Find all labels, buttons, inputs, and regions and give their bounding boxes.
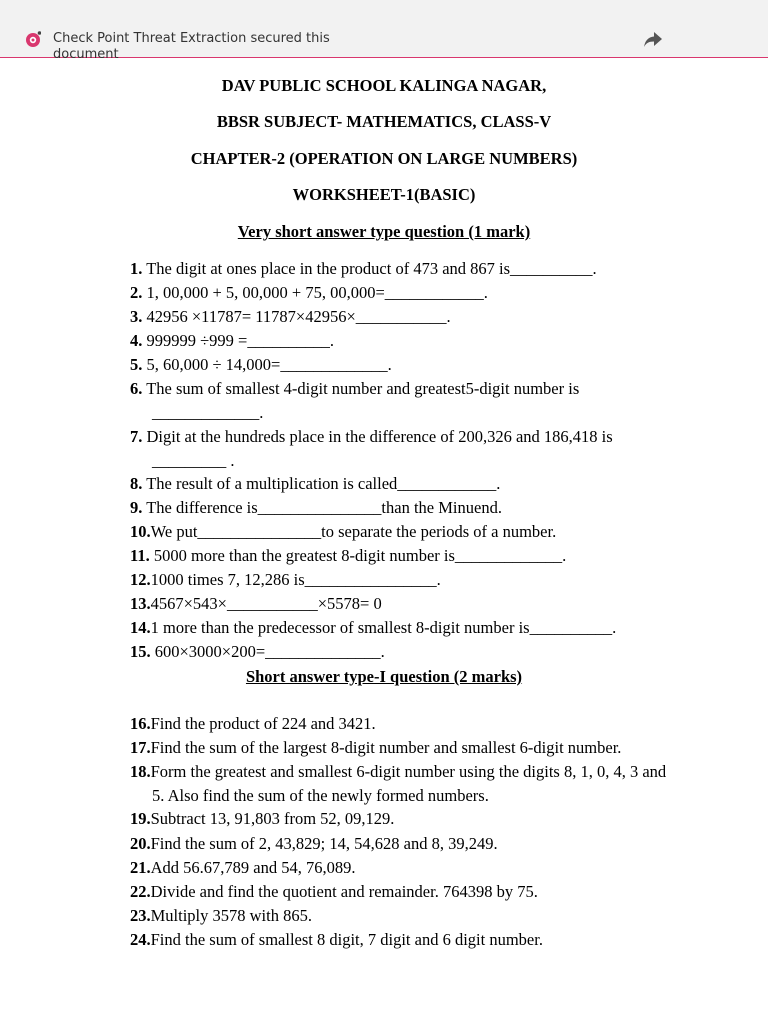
question-6 <box>130 379 730 399</box>
question-text: The sum of smallest 4-digit number and greatest5-digit number is <box>142 379 580 398</box>
question-continuation: 5. Also find the sum of the newly formed numbers. <box>152 786 489 805</box>
question-text: 4567×543×___________×5578= 0 <box>150 594 382 613</box>
question-number: 21. <box>130 858 151 877</box>
question-continuation: _____________. <box>152 403 264 422</box>
question-text: Form the greatest and smallest 6-digit number using the digits 8, 1, 0, 4, 3 and <box>150 762 667 781</box>
question-number: 14. <box>130 618 151 637</box>
question-19 <box>130 809 730 829</box>
question-14 <box>130 618 730 638</box>
question-text: Find the sum of 2, 43,829; 14, 54,628 and 8, 39,249. <box>150 834 498 853</box>
section2-title: Short answer type-I question (2 marks) <box>245 667 523 686</box>
question-11 <box>130 546 730 566</box>
worksheet-title: WORKSHEET-1(BASIC) <box>292 185 476 204</box>
question-number: 10. <box>130 522 151 541</box>
question-22 <box>130 882 730 902</box>
question-number: 4. <box>130 331 143 350</box>
question-23 <box>130 906 730 926</box>
question-text: Find the product of 224 and 3421. <box>150 714 376 733</box>
question-text: Add 56.67,789 and 54, 76,089. <box>150 858 356 877</box>
question-10 <box>130 522 730 542</box>
security-banner <box>0 0 768 62</box>
question-number: 24. <box>130 930 151 949</box>
question-text: 5000 more than the greatest 8-digit number is_____________. <box>149 546 567 565</box>
question-4 <box>130 331 730 351</box>
question-13 <box>130 594 730 614</box>
question-5 <box>130 355 730 375</box>
question-number: 18. <box>130 762 151 781</box>
question-number: 23. <box>130 906 151 925</box>
question-1 <box>130 259 730 279</box>
question-continuation: _________ . <box>152 451 235 470</box>
share-arrow-icon[interactable] <box>642 29 664 49</box>
question-24 <box>130 930 730 950</box>
subject-line: BBSR SUBJECT- MATHEMATICS, CLASS-V <box>216 112 552 131</box>
question-text: 1 more than the predecessor of smallest 8-digit number is__________. <box>150 618 617 637</box>
question-number: 2. <box>130 283 143 302</box>
chapter-title: CHAPTER-2 (OPERATION ON LARGE NUMBERS) <box>190 149 578 168</box>
question-number: 7. <box>130 427 143 446</box>
question-text: Digit at the hundreds place in the difference of 200,326 and 186,418 is <box>142 427 613 446</box>
section1-title: Very short answer type question (1 mark) <box>237 222 531 241</box>
question-number: 22. <box>130 882 151 901</box>
question-text: 42956 ×11787= 11787×42956×___________. <box>142 307 451 326</box>
question-text: The difference is_______________than the Minuend. <box>142 498 502 517</box>
question-2 <box>130 283 730 303</box>
question-number: 3. <box>130 307 143 326</box>
question-text: The result of a multiplication is called____________. <box>142 474 501 493</box>
question-3 <box>130 307 730 327</box>
question-21 <box>130 858 730 878</box>
question-8 <box>130 474 730 494</box>
question-number: 16. <box>130 714 151 733</box>
question-18 <box>130 762 730 782</box>
question-number: 1. <box>130 259 143 278</box>
question-text: 5, 60,000 ÷ 14,000=_____________. <box>142 355 392 374</box>
question-17 <box>130 738 730 758</box>
question-number: 6. <box>130 379 143 398</box>
banner-text: Check Point Threat Extraction secured this document <box>53 31 330 62</box>
question-text: Subtract 13, 91,803 from 52, 09,129. <box>150 809 395 828</box>
question-9 <box>130 498 730 518</box>
question-text: 1000 times 7, 12,286 is________________. <box>150 570 441 589</box>
question-text: We put_______________to separate the periods of a number. <box>150 522 557 541</box>
question-text: The digit at ones place in the product of 473 and 867 is__________. <box>142 259 597 278</box>
school-name: DAV PUBLIC SCHOOL KALINGA NAGAR, <box>221 76 547 95</box>
question-number: 11. <box>130 546 150 565</box>
question-text: 1, 00,000 + 5, 00,000 + 75, 00,000=____________. <box>142 283 488 302</box>
question-text: Multiply 3578 with 865. <box>150 906 312 925</box>
question-12 <box>130 570 730 590</box>
question-number: 13. <box>130 594 151 613</box>
question-text: Divide and find the quotient and remainder. 764398 by 75. <box>150 882 538 901</box>
question-text: 600×3000×200=______________. <box>150 642 385 661</box>
question-number: 8. <box>130 474 143 493</box>
question-15 <box>130 642 730 662</box>
question-20 <box>130 834 730 854</box>
question-number: 5. <box>130 355 143 374</box>
question-7 <box>130 427 730 447</box>
question-number: 15. <box>130 642 151 661</box>
question-16 <box>130 714 730 734</box>
question-text: Find the sum of smallest 8 digit, 7 digit and 6 digit number. <box>150 930 543 949</box>
question-text: 999999 ÷999 =__________. <box>142 331 334 350</box>
question-number: 20. <box>130 834 151 853</box>
checkpoint-shield-icon <box>25 31 41 47</box>
question-number: 19. <box>130 809 151 828</box>
question-number: 12. <box>130 570 151 589</box>
question-text: Find the sum of the largest 8-digit number and smallest 6-digit number. <box>150 738 622 757</box>
question-number: 17. <box>130 738 151 757</box>
question-number: 9. <box>130 498 143 517</box>
